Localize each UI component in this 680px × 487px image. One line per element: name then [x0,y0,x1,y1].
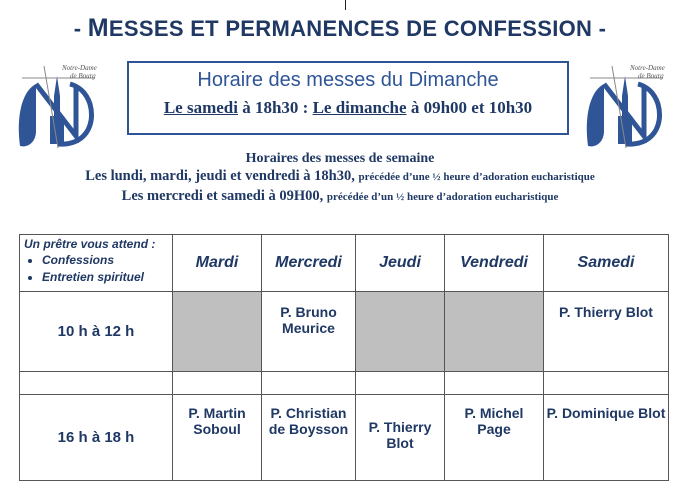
slot-morning-mardi [173,292,262,372]
slot-afternoon-jeudi: P. Thierry Blot [356,395,445,481]
sunday-label: Le dimanche [312,98,407,117]
day-header-samedi: Samedi [544,235,669,292]
day-header-jeudi: Jeudi [356,235,445,292]
svg-text:Notre-Dame: Notre-Dame [62,64,97,72]
saturday-label: Le samedi [163,98,238,117]
svg-text:de Bourg: de Bourg [70,72,96,80]
page-title [0,14,680,43]
sunday-heading: Horaire des messes du Dimanche [197,69,499,91]
intro-item-spiritual: • Entretien spirituel [42,269,168,286]
time-morning: 10 h à 12 h [20,292,173,372]
weekday-masses [0,150,680,207]
weekday-line-1-note: précédée d’une ½ heure d’adoration eucharistique [358,171,595,183]
weekday-heading: Horaires des messes de semaine [245,151,435,166]
table-header-row [20,235,669,292]
intro-item-confessions: • Confessions [42,252,168,269]
spacer-cell [20,372,173,395]
spacer-cell [445,372,544,395]
sunday-times [129,98,567,118]
title-text: ESSES ET PERMANENCES DE CONFESSION [108,16,593,41]
weekday-line-2-note: précédée d’un ½ heure d’adoration eucharistique [326,191,559,203]
spacer-cell [173,372,262,395]
intro-text: Un prêtre vous attend : [24,237,156,251]
day-header-mardi: Mardi [173,235,262,292]
table-row-spacer [20,372,669,395]
title-prefix: - [73,16,88,41]
slot-afternoon-mercredi: P. Christian de Boysson [262,395,356,481]
notre-dame-logo-right [582,56,668,156]
notre-dame-logo-left [14,56,100,156]
saturday-time: à 18h30 : [242,98,309,117]
title-initial: M [87,14,109,42]
sunday-time: à 09h00 et 10h30 [410,98,533,117]
spacer-cell [544,372,669,395]
svg-text:de Bourg: de Bourg [638,72,664,80]
slot-afternoon-samedi: P. Dominique Blot [544,395,669,481]
weekday-line-1-main: Les lundi, mardi, jeudi et vendredi à 18h30, [85,168,355,184]
sunday-mass-box [127,61,569,135]
intro-cell [20,235,173,292]
slot-morning-vendredi [445,292,544,372]
time-afternoon: 16 h à 18 h [20,395,173,481]
confession-schedule-table [19,234,669,481]
svg-text:Notre-Dame: Notre-Dame [630,64,665,72]
title-suffix: - [592,16,607,41]
text-cursor [345,0,346,10]
day-header-mercredi: Mercredi [262,235,356,292]
slot-morning-jeudi [356,292,445,372]
table-row-afternoon [20,395,669,481]
slot-morning-mercredi: P. Bruno Meurice [262,292,356,372]
weekday-line-1 [0,167,680,187]
table-row-morning [20,292,669,372]
slot-afternoon-mardi: P. Martin Soboul [173,395,262,481]
slot-afternoon-vendredi: P. Michel Page [445,395,544,481]
spacer-cell [356,372,445,395]
spacer-cell [262,372,356,395]
slot-morning-samedi: P. Thierry Blot [544,292,669,372]
intro-list [24,252,168,286]
day-header-vendredi: Vendredi [445,235,544,292]
weekday-line-2-main: Les mercredi et samedi à 09H00, [121,188,324,204]
weekday-line-2 [0,187,680,207]
